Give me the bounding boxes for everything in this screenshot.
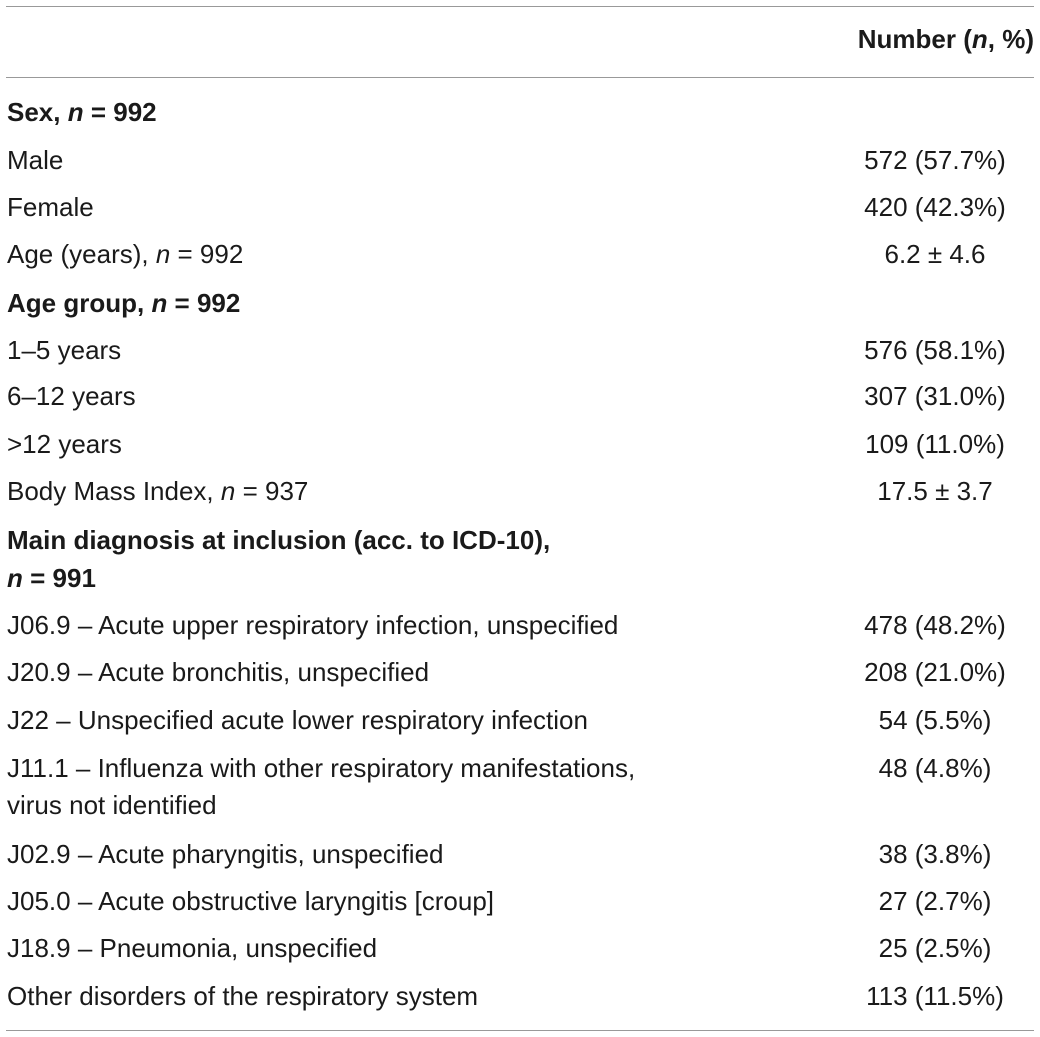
row-label: Other disorders of the respiratory system (7, 981, 479, 1011)
column-header-number: Number (n, %) (857, 24, 1034, 54)
row-value: 113 (11.5%) (866, 981, 1004, 1011)
row-label: Body Mass Index, n = 937 (7, 476, 309, 506)
row-label: >12 years (7, 429, 122, 459)
row-label: Age (years), n = 992 (7, 239, 244, 269)
row-value: 17.5 ± 3.7 (877, 476, 993, 506)
row-value: 48 (4.8%) (878, 753, 992, 783)
row-label: J06.9 – Acute upper respiratory infection, unspecified (7, 610, 619, 640)
row-label: J11.1 – Influenza with other respiratory manifestations, (7, 753, 636, 783)
row-label: 6–12 years (7, 381, 136, 411)
row-label: J22 – Unspecified acute lower respiratory infection (7, 705, 588, 735)
row-value: 576 (58.1%) (864, 335, 1006, 365)
row-label: 1–5 years (7, 335, 122, 365)
row-value: 6.2 ± 4.6 (884, 239, 986, 269)
row-label: J05.0 – Acute obstructive laryngitis [croup] (7, 886, 495, 916)
row-value: 307 (31.0%) (864, 381, 1006, 411)
row-label: Female (7, 192, 94, 222)
row-label: J02.9 – Acute pharyngitis, unspecified (7, 839, 444, 869)
table-top-rule (6, 6, 1034, 7)
row-value: 208 (21.0%) (864, 657, 1006, 687)
section-label: Sex, n = 992 (7, 97, 157, 127)
row-label: Male (7, 145, 64, 175)
header-rule (6, 77, 1034, 78)
row-value: 25 (2.5%) (878, 933, 992, 963)
row-label: J20.9 – Acute bronchitis, unspecified (7, 657, 430, 687)
row-value: 54 (5.5%) (878, 705, 992, 735)
row-value: 109 (11.0%) (865, 429, 1005, 459)
row-value: 27 (2.7%) (878, 886, 992, 916)
row-label: J18.9 – Pneumonia, unspecified (7, 933, 378, 963)
section-label: n = 991 (7, 563, 96, 593)
section-label: Age group, n = 992 (7, 288, 241, 318)
table-bottom-rule (6, 1030, 1034, 1031)
section-label: Main diagnosis at inclusion (acc. to ICD-10), (7, 525, 551, 555)
row-value: 38 (3.8%) (878, 839, 992, 869)
row-value: 572 (57.7%) (864, 145, 1006, 175)
row-value: 420 (42.3%) (864, 192, 1006, 222)
row-label: virus not identified (7, 790, 217, 820)
row-value: 478 (48.2%) (864, 610, 1006, 640)
